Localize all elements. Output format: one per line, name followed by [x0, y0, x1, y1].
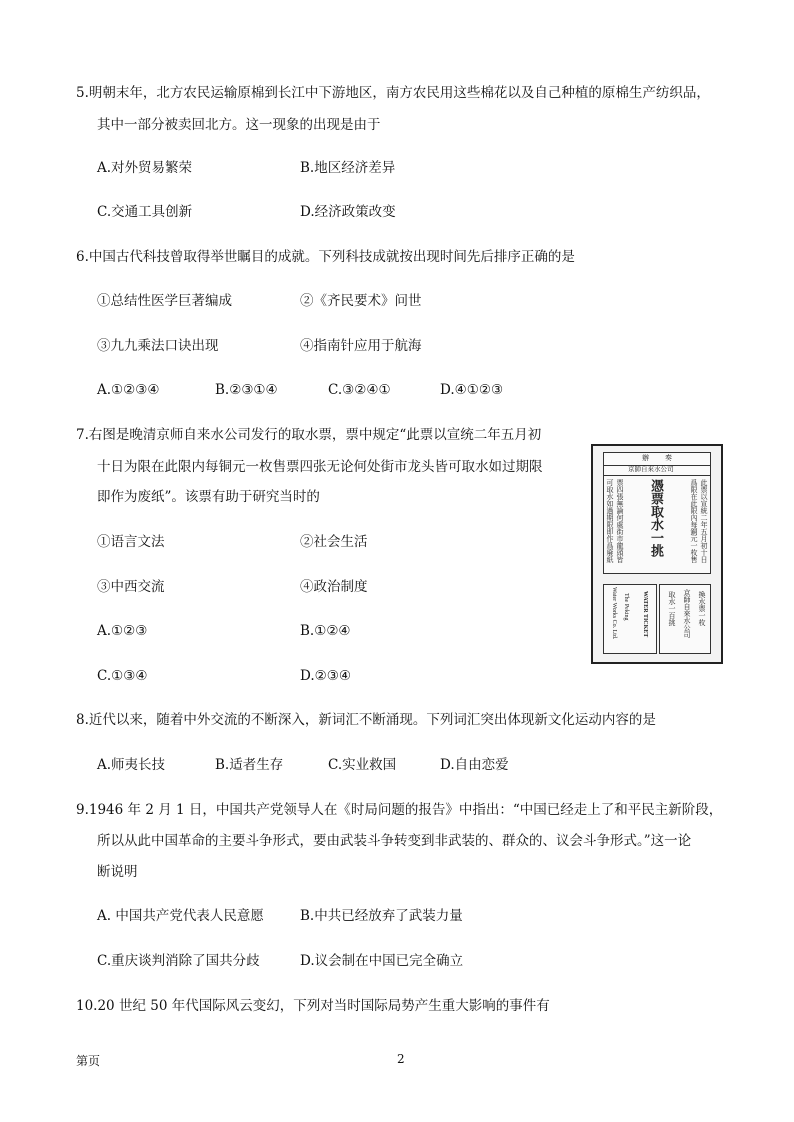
- q7-item-2: ②社会生活: [300, 534, 368, 550]
- q5-option-d: D.经济政策改变: [300, 204, 396, 220]
- ticket-main-text: 憑票取水一挑: [648, 479, 663, 557]
- q9-stem-line1: 9.1946 年 2 月 1 日，中国共产党领导人在《时局问题的报告》中指出：“中国已经走上了和平民主新阶段，: [76, 802, 723, 818]
- q7-item-3: ③中西交流: [97, 579, 165, 595]
- water-ticket-main-panel: [603, 452, 711, 574]
- ticket-header-right: 奏: [665, 454, 672, 462]
- q5-option-b: B.地区经济差异: [300, 160, 396, 176]
- water-ticket-exchange-panel: [659, 584, 711, 654]
- ticket-header-left: 辦: [642, 454, 649, 462]
- q5-stem-line2: 其中一部分被卖回北方。这一现象的出现是由于: [97, 117, 381, 133]
- ticket-company: 京師自來水公司: [628, 465, 674, 473]
- ticket-rule-1: 此票以宣統二年五月初十日: [700, 479, 708, 563]
- q5-stem-line1: 5.明朝末年，北方农民运输原棉到长江中下游地区，南方农民用这些棉花以及自己种植的原棉生产纺织品，: [76, 85, 710, 101]
- water-ticket-figure: [591, 444, 723, 664]
- ticket-rule-4: 可取水如過期限即作爲廢紙: [606, 479, 614, 563]
- footer-page-number: 2: [397, 1052, 405, 1066]
- footer-page-label: 第页: [76, 1054, 101, 1068]
- q8-option-c: C.实业救国: [328, 757, 397, 773]
- q7-stem-line1: 7.右图是晚清京师自来水公司发行的取水票，票中规定“此票以宣统二年五月初: [76, 427, 542, 443]
- q9-option-b: B.中共已经放弃了武装力量: [300, 908, 463, 924]
- ticket-company-divider: [604, 475, 710, 476]
- ticket-en-line3: Water Works Co. Ltd.: [611, 587, 617, 640]
- q6-item-4: ④指南针应用于航海: [300, 338, 422, 354]
- q10-stem: 10.20 世纪 50 年代国际风云变幻，下列对当时国际局势产生重大影响的事件有: [76, 998, 550, 1014]
- q6-item-2: ②《齐民要术》问世: [300, 293, 422, 309]
- q7-option-c: C.①③④: [97, 668, 148, 684]
- ticket-rule-3: 票四張無論何處街市龍頭皆: [616, 479, 624, 563]
- ticket-bottom-line3: 取水一百挑: [668, 591, 676, 626]
- q9-stem-line3: 断说明: [97, 864, 138, 880]
- q6-option-d: D.④①②③: [440, 382, 504, 398]
- q8-option-d: D.自由恋爱: [440, 757, 509, 773]
- q7-stem-line3: 即作为废纸”。该票有助于研究当时的: [97, 489, 320, 505]
- q6-option-b: B.②③①④: [215, 382, 278, 398]
- q9-option-a: A. 中国共产党代表人民意愿: [97, 908, 264, 924]
- ticket-en-line2: The Peking: [623, 593, 629, 621]
- ticket-bottom-line1: 換水票一枚: [698, 591, 706, 626]
- q5-option-c: C.交通工具创新: [97, 204, 193, 220]
- q7-item-4: ④政治制度: [300, 579, 368, 595]
- ticket-bottom-line2: 京師自來水公司: [683, 589, 691, 638]
- q9-stem-line2: 所以从此中国革命的主要斗争形式，要由武装斗争转变到非武装的、群众的、议会斗争形式。”这一论: [97, 833, 692, 849]
- q8-option-a: A.师夷长技: [97, 757, 166, 773]
- q9-option-c: C.重庆谈判消除了国共分歧: [97, 953, 260, 969]
- water-ticket-english-panel: [603, 584, 657, 654]
- q7-stem-line2: 十日为限在此限内每铜元一枚售票四张无论何处街市龙头皆可取水如过期限: [97, 459, 543, 475]
- ticket-rule-2: 爲限在此限內每銅元一枚售: [690, 479, 698, 563]
- q6-option-c: C.③②④①: [328, 382, 391, 398]
- q7-option-a: A.①②③: [97, 623, 148, 639]
- q9-option-d: D.议会制在中国已完全确立: [300, 953, 464, 969]
- ticket-en-title: WATER TICKET: [642, 591, 648, 638]
- q5-option-a: A.对外贸易繁荣: [97, 160, 193, 176]
- q7-item-1: ①语言文法: [97, 534, 165, 550]
- q8-option-b: B.适者生存: [215, 757, 284, 773]
- q6-stem: 6.中国古代科技曾取得举世瞩目的成就。下列科技成就按出现时间先后排序正确的是: [76, 249, 575, 265]
- q8-stem: 8.近代以来，随着中外交流的不断深入，新词汇不断涌现。下列词汇突出体现新文化运动内容的是: [76, 712, 656, 728]
- q6-item-1: ①总结性医学巨著编成: [97, 293, 232, 309]
- q7-option-d: D.②③④: [300, 668, 351, 684]
- q6-item-3: ③九九乘法口诀出现: [97, 338, 219, 354]
- q7-option-b: B.①②④: [300, 623, 351, 639]
- q6-option-a: A.①②③④: [97, 382, 160, 398]
